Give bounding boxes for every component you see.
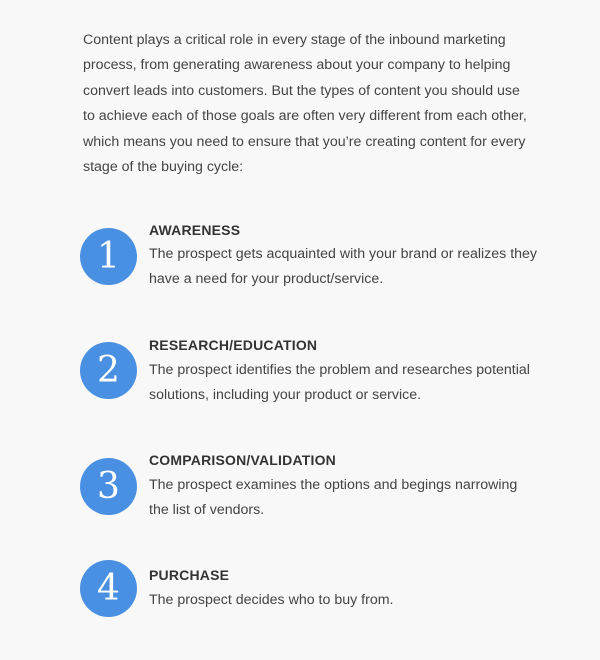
stage-description-line: have a need for your product/service. bbox=[149, 271, 384, 288]
stage-number-badge: 3 bbox=[80, 458, 137, 515]
stage-title: AWARENESS bbox=[149, 222, 241, 238]
stage-description-line: The prospect decides who to buy from. bbox=[149, 592, 394, 608]
stage-title: RESEARCH/EDUCATION bbox=[149, 337, 318, 353]
stage-number-badge: 2 bbox=[80, 342, 137, 399]
stage-description-line: The prospect identifies the problem and researches potential bbox=[149, 362, 530, 378]
intro-line: to achieve each of those goals are often very different from each other, bbox=[83, 108, 527, 125]
stage-description bbox=[149, 588, 559, 613]
stage-description bbox=[149, 473, 559, 524]
stage-description bbox=[149, 358, 559, 409]
intro-line: Content plays a critical role in every stage of the inbound marketing bbox=[83, 32, 506, 48]
intro-paragraph bbox=[83, 28, 543, 180]
intro-line: convert leads into customers. But the types of content you should use bbox=[83, 82, 520, 99]
stage-description-line: The prospect gets acquainted with your brand or realizes they bbox=[149, 246, 538, 262]
stage-description-line: the list of vendors. bbox=[149, 502, 265, 519]
stage-description-line: The prospect examines the options and begings narrowing bbox=[149, 477, 518, 493]
intro-line: process, from generating awareness about your company to helping bbox=[83, 57, 511, 74]
intro-line: which means you need to ensure that you’re creating content for every bbox=[83, 133, 526, 150]
intro-line: stage of the buying cycle: bbox=[83, 159, 244, 176]
stage-description-line: solutions, including your product or service. bbox=[149, 387, 422, 404]
stage-description bbox=[149, 242, 559, 293]
stage-number-badge: 4 bbox=[80, 560, 137, 617]
stage-title: PURCHASE bbox=[149, 567, 230, 583]
stage-title: COMPARISON/VALIDATION bbox=[149, 452, 336, 468]
stage-number-badge: 1 bbox=[80, 228, 137, 285]
